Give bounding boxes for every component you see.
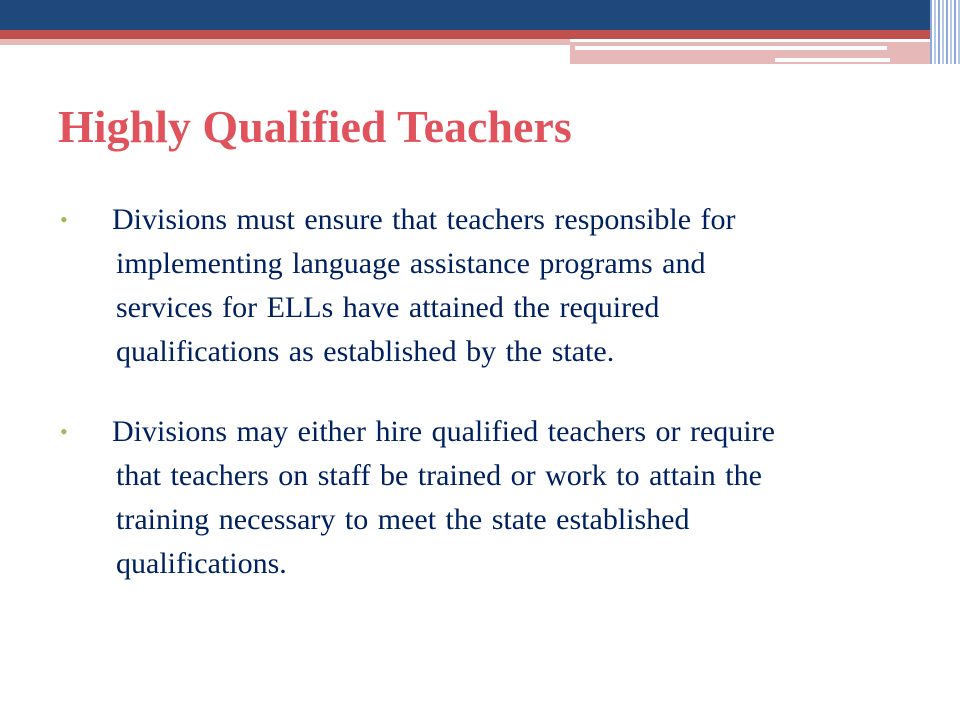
bullet-item-2: [58, 410, 938, 586]
bullet-2-line-2: that teachers on staff be trained or work to attain the: [116, 459, 762, 492]
bullet-dot-icon: •: [60, 419, 68, 444]
bullet-2-line-4: qualifications.: [116, 547, 287, 580]
bullet-1-line-2: implementing language assistance programs and: [116, 247, 706, 280]
header-banner-white-line-short: [775, 58, 890, 62]
bullet-1-line-3: services for ELLs have attained the required: [116, 291, 660, 324]
bullet-list: [58, 198, 938, 586]
slide-title: Highly Qualified Teachers: [58, 101, 572, 152]
header-banner-red: [0, 30, 930, 39]
header-banner-white-line: [575, 46, 887, 50]
bullet-item-1: [58, 198, 938, 374]
header-banner-navy: [0, 0, 960, 30]
bullet-2-line-1: Divisions may either hire qualified teachers or require: [112, 415, 775, 448]
bullet-dot-icon: •: [60, 207, 68, 232]
bullet-2-line-3: training necessary to meet the state established: [116, 503, 690, 536]
bullet-1-line-4: qualifications as established by the state.: [116, 335, 615, 368]
bullet-1-line-1: Divisions must ensure that teachers responsible for: [112, 203, 736, 236]
header-stripes-decoration: [930, 0, 960, 64]
header-banner-pink-left: [0, 39, 570, 45]
